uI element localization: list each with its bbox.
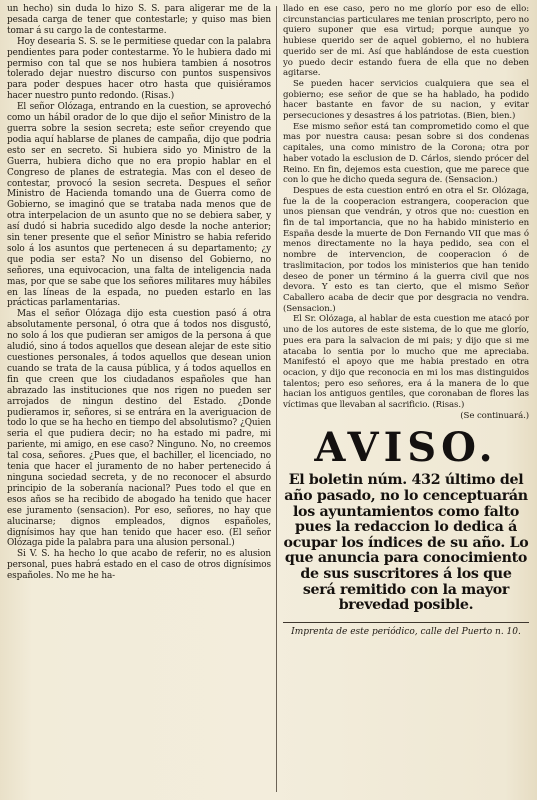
continuation-note: (Se continuará.): [460, 410, 529, 421]
notice-body: El boletin núm. 432 último del año pasado, no lo cenceptuarán los ayuntamientos como falto pues la redaccion lo dedica á ocupar los índices de su año. Lo que anuncia para conocimiento de sus suscritores á los que será remitido con la mayor brevedad posible.: [283, 472, 529, 614]
imprint-rule: [283, 622, 529, 623]
left-paragraph-1: un hecho) sin duda lo hizo S. S. para aligerar me de la pesada carga de tener que contestarle; y quiso mas bien tomar á su cargo la de contestarme.: [7, 4, 271, 36]
left-column: [7, 4, 271, 794]
left-paragraph-5: Si V. S. ha hecho lo que acabo de referir, no es alusion personal, pues habrá estado en el caso de otros dignísimos españoles. No me he ha-: [7, 549, 271, 582]
left-paragraph-4: Mas el señor Olózaga dijo esta cuestion pasó á otra absolutamente personal, ó otra que á todos nos disgustó, no solo á los que pudieran ser amigos de la persona á que aludió, sino á todos aquellos que desean alejar de este sitio cuestiones personales, á todos aquellos que desean union cuando se trata de la causa pública, y á todos aquellos en fin que creen que los ciudadanos españoles que han abrazado las instituciones que nos rigen no pueden ser arrojados de ningun destino del Estado. ¿Donde pudieramos ir, señores, si se entrára en la averiguacion de todo lo que se ha hecho en tiempo del absolutismo? ¿Quien seria el que pudiera decir; no ha estado mi padre, mi pariente, mi amigo, en ese caso? Ninguno. No, no creemos tal cosa, señores. ¿Pues que, el bachiller, el licenciado, no tenia que hacer el juramento de no haber pertenecido á ninguna sociedad secreta, y de no reconocer el absurdo principio de la soberanía nacional? Pues todo el que en esos años se ha recibido de abogado ha tenido que hacer ese juramento (sensacion). Por eso, señores, no hay que alucinarse; dignos empleados, dignos españoles, dignísimos hay que han tenido que hacer eso. (El señor Olózaga pide la palabra para una alusion personal.): [7, 309, 271, 549]
right-paragraph-1: llado en ese caso, pero no me glorío por eso de ello: circunstancias particulares me tenian proscripto, pero no quiero suponer que esa virtud; porque aunque yo hubiese querido ser de aquel gobierno, el no hubiera querido ser de mi. Así que hablándose de esta cuestion yo puedo decir estando fuera de ella que no deben agitarse.: [283, 4, 529, 79]
right-paragraph-5: El Sr. Olózaga, al hablar de esta cuestion me atacó por uno de los autores de este sistema, de lo que me glorío, pues era para la salvacion de mi pais; y dijo que si me atacaba lo sentia por lo mucho que me apreciaba. Manifestó el apoyo que me habia prestado en otra ocacion, y dijo que reconocia en mi los mas distinguidos talentos; pero eso señores, era á la manera de lo que hacian los antiguos gentiles, que coronaban de flores las víctimas que llevaban al sacrificio. (Risas.): [283, 314, 529, 411]
right-column: [283, 4, 529, 794]
right-paragraph-3: Ese mismo señor está tan comprometido como el que mas por nuestra causa: pesan sobre si dos condenas capitales, una como ministro de la Corona; otra por haber votado la esclusion de D. Cárlos, siendo prócer del Reino. En fin, dejemos esta cuestion, que me parece que con lo que he dicho queda segura de. (Sensacion.): [283, 121, 529, 186]
column-divider: [276, 6, 277, 792]
notice-title: AVISO.: [314, 424, 498, 472]
right-paragraph-4: Despues de esta cuestion entró en otra el Sr. Olózaga, fue la de la cooperacion estrangera, cooperacion que unos piensan que vendrán, y otros que no: cuestion en fin de tal importancia, que no ha habido ministerio en España desde la muerte de Don Fernando VII que mas ó menos directamente no la haya pedido, sea con el nombre de intervencion, de cooperacion ó de traslimitacion, por todos los ministerios que han tenido deseo de poner un término á la guerra civil que nos devora. Y esto es tan cierto, que el mismo Señor Caballero acaba de decir que por desgracia no vendra. (Sensacion.): [283, 185, 529, 314]
left-paragraph-2: Hoy desearia S. S. se le permitiese quedar con la palabra pendientes para poder contestarme. Yo le hubiera dado mi permiso con tal que se nos hubiera tambien á nosotros tolerado dejar nuestro discurso con puntos suspensivos para poder despues hacer otro hasta que quisiéramos hacer nuestro punto redondo. (Risas.): [7, 36, 271, 102]
left-paragraph-3: El señor Olózaga, entrando en la cuestion, se aprovechó como un hábil orador de lo que dijo el señor Ministro de la guerra sobre la sesion secreta; este señor creyendo que podia aquí hablarse de planes de campaña, dijo que podria esto ser en secreto. Si hubiera sido yo Ministro de la Guerra, hubiera dicho que no era propio hablar en el Congreso de planes de estrategia. Mas con el deseo de contestar, provocó la sesion secreta. Despues el señor Ministro de Hacienda tomando una de Guerra como de Gobierno, se imaginó que se trataba nada menos que de otra interpelacion de un asunto que no se debiera saber, y así dudó si habria sucedido algo desde la noche anterior; sin tener presente que el señor Ministro se habia referido solo á los asuntos que pertenecen á su departamento; ¿y que podia ser esta? No un disenso del Gobierno, no señores, una equivocacion, una falta de inteligencia nada mas, por que se sabe que los señores militares muy hábiles en las líneas de la espada, no pueden estarlo en las prácticas parlamentarias.: [7, 102, 271, 309]
imprint-line: Imprenta de este periódico, calle del Puerto n. 10.: [291, 626, 521, 637]
right-paragraph-2: Se pueden hacer servicios cualquiera que sea el gobierno; ese señor de que se ha hablado, ha podido hacer bastante en favor de su nacion, y evitar persecuciones y desastres á los patriotas. (Bien, bien.): [283, 78, 529, 122]
